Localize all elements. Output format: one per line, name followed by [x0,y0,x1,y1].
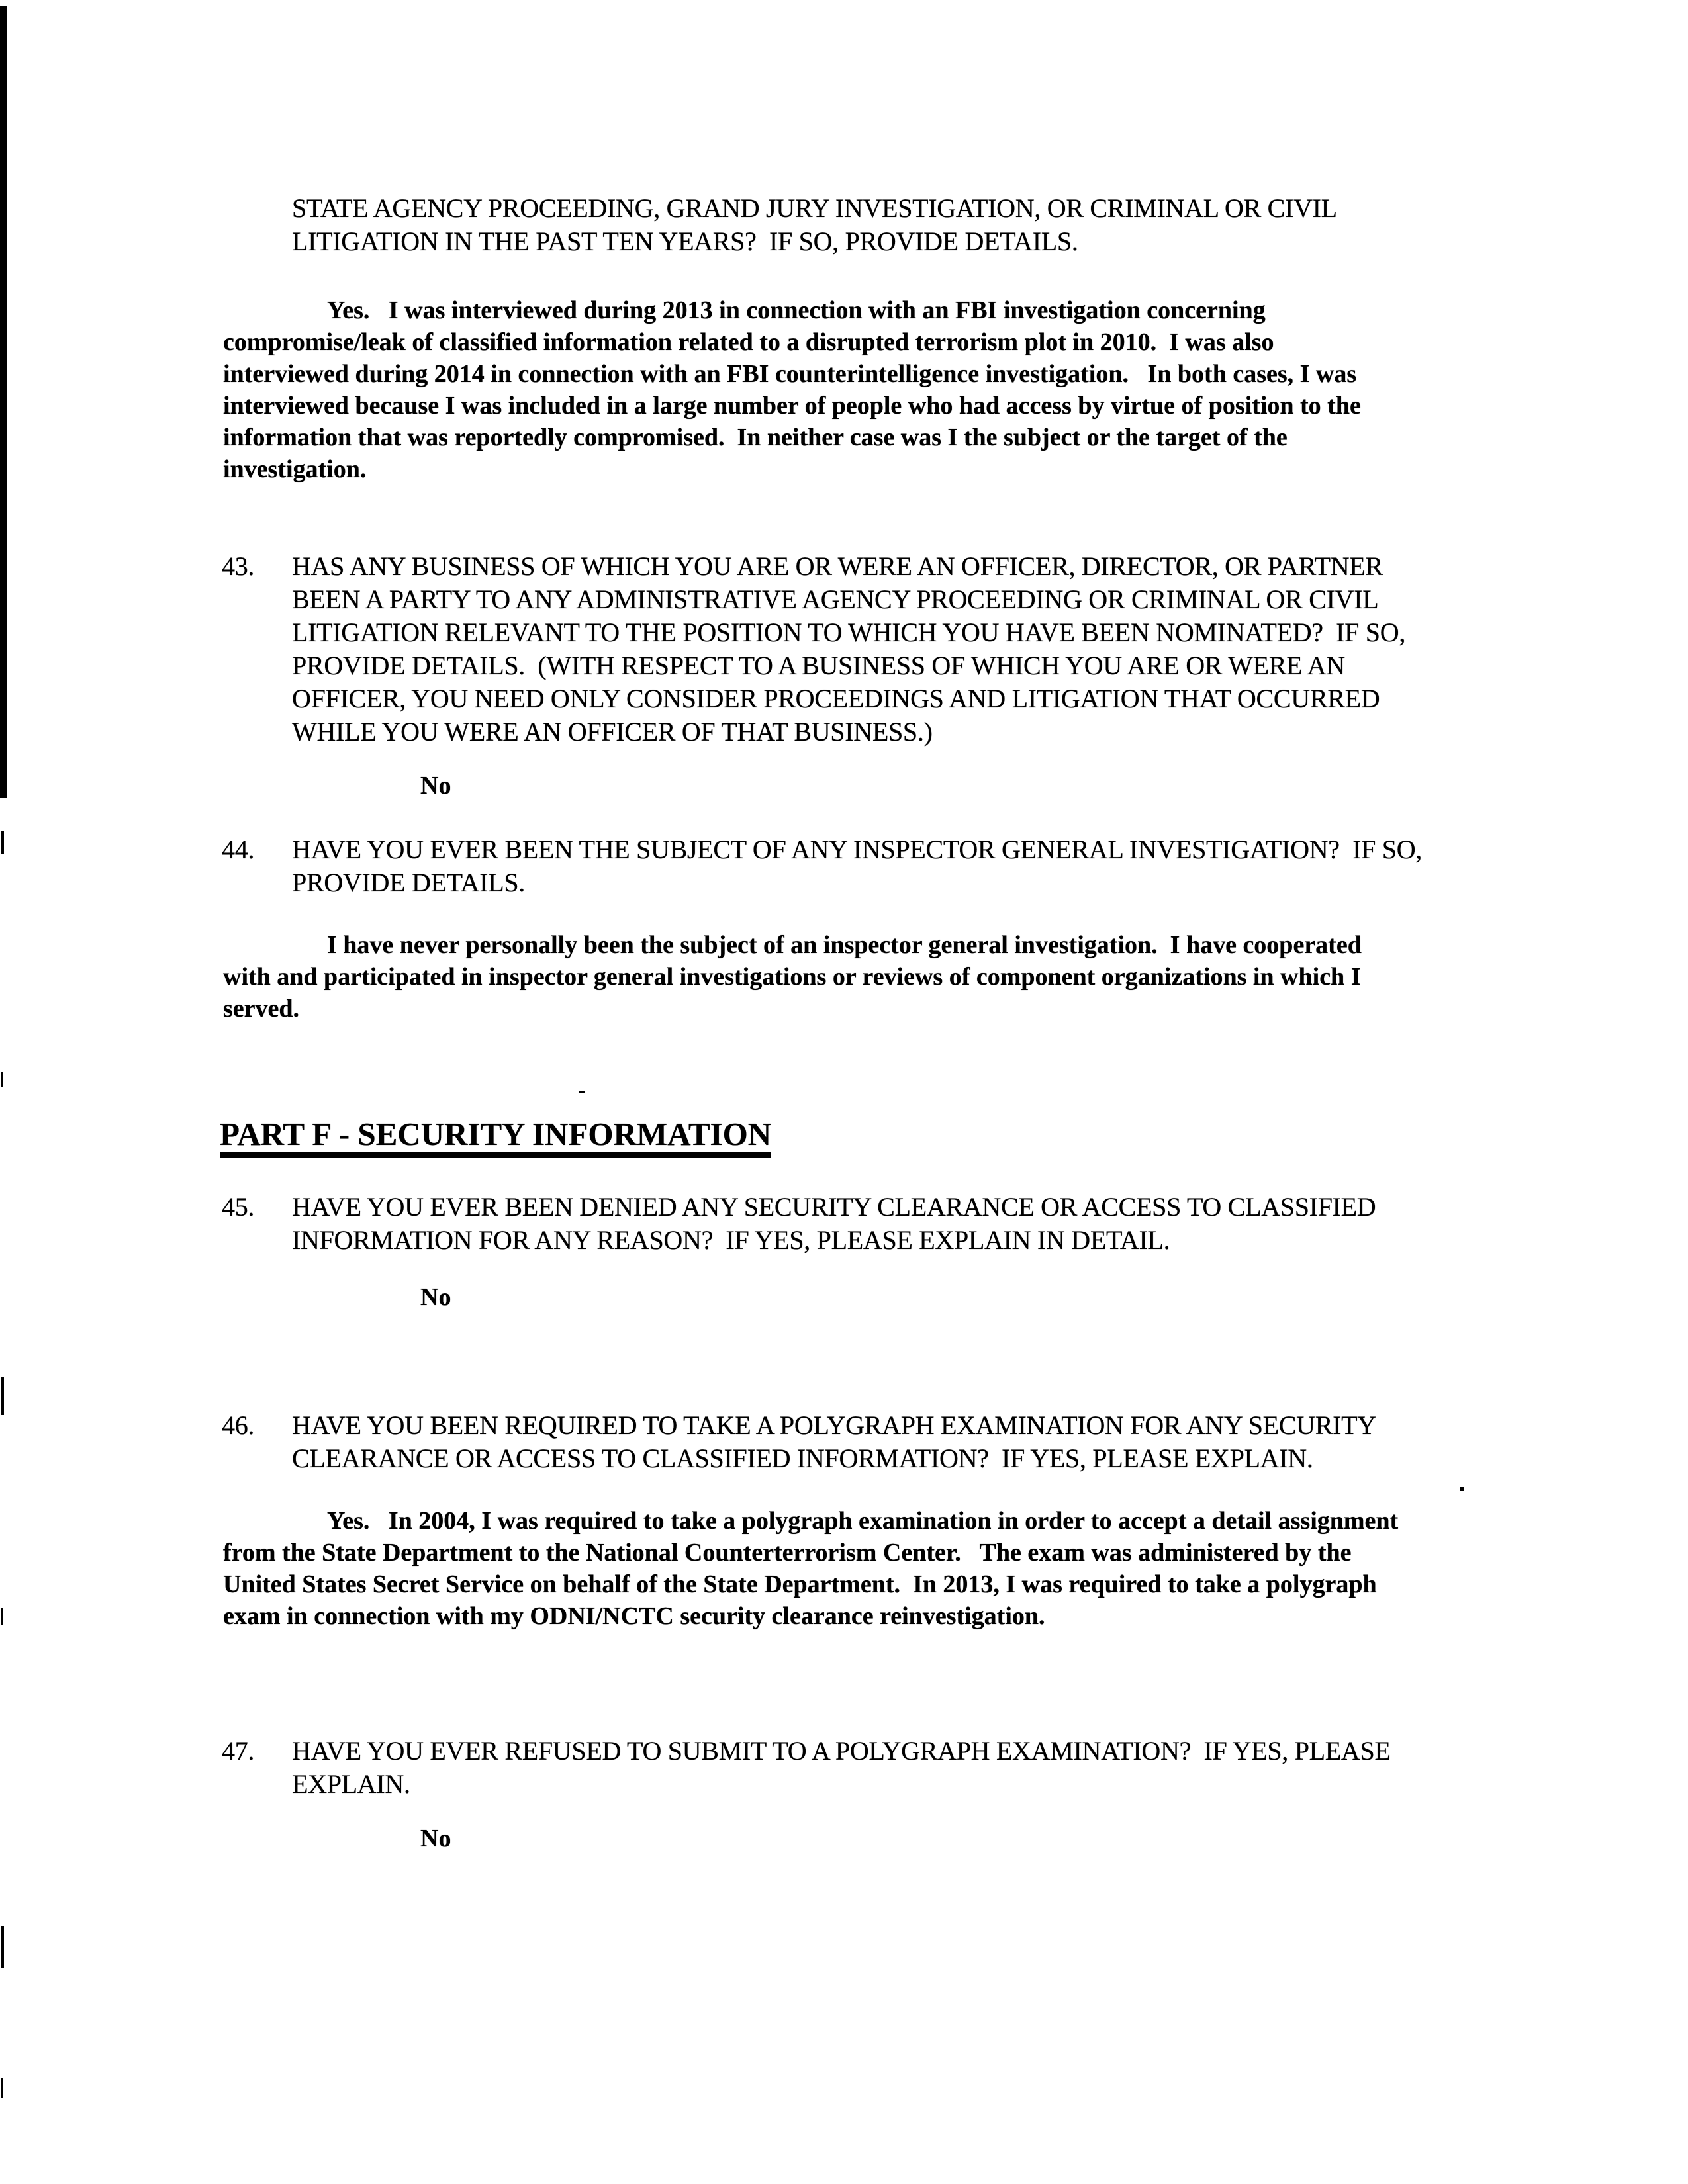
answer-46-line: Yes. In 2004, I was required to take a polygraph examination in order to accept a detail assignment [327,1507,1399,1535]
question-42-continuation-line: LITIGATION IN THE PAST TEN YEARS? IF SO, PROVIDE DETAILS. [292,226,1078,256]
answer-44-line: I have never personally been the subject of an inspector general investigation. I have cooperated [327,931,1362,959]
question-44-number: 44. [222,835,255,864]
answer-43: No [420,772,451,799]
question-45-number: 45. [222,1192,255,1222]
scan-noise-dot [1460,1487,1464,1491]
answer-44-line: with and participated in inspector general investigations or reviews of component organizations in which I [223,963,1361,991]
question-42-continuation [292,192,1337,258]
question-43-line: LITIGATION RELEVANT TO THE POSITION TO WHICH YOU HAVE BEEN NOMINATED? IF SO, [292,617,1406,647]
question-44 [222,833,1422,899]
question-43-line: PROVIDE DETAILS. (WITH RESPECT TO A BUSINESS OF WHICH YOU ARE OR WERE AN [292,651,1345,680]
question-47-number: 47. [222,1736,255,1766]
question-43 [222,550,1405,749]
question-43-line: HAS ANY BUSINESS OF WHICH YOU ARE OR WERE AN OFFICER, DIRECTOR, OR PARTNER [292,551,1383,581]
part-f-heading: PART F - SECURITY INFORMATION [220,1120,771,1158]
question-45-line: HAVE YOU EVER BEEN DENIED ANY SECURITY CLEARANCE OR ACCESS TO CLASSIFIED [292,1192,1376,1222]
scan-noise-mark [1,1608,3,1625]
question-43-line: WHILE YOU WERE AN OFFICER OF THAT BUSINESS.) [292,717,933,747]
scan-noise-mark [1,1377,4,1415]
answer-42-line: information that was reportedly compromised. In neither case was I the subject or the target of the [223,424,1288,451]
question-45 [222,1191,1376,1257]
scan-noise-mark [1,2078,3,2098]
answer-42-line: interviewed because I was included in a large number of people who had access by virtue of position to the [223,392,1361,420]
answer-42-line: interviewed during 2014 in connection with an FBI counterintelligence investigation. In both cases, I was [223,360,1357,388]
scan-noise-mark [1,1926,4,1968]
answer-42-line: Yes. I was interviewed during 2013 in connection with an FBI investigation concerning [327,296,1266,324]
question-46-line: HAVE YOU BEEN REQUIRED TO TAKE A POLYGRAPH EXAMINATION FOR ANY SECURITY [292,1410,1376,1440]
question-47-line: EXPLAIN. [292,1769,410,1799]
answer-47: No [420,1825,451,1852]
answer-42 [223,295,1361,485]
question-44-line: HAVE YOU EVER BEEN THE SUBJECT OF ANY INSPECTOR GENERAL INVESTIGATION? IF SO, [292,835,1423,864]
scan-noise-dot [579,1091,585,1093]
answer-42-line: investigation. [223,455,367,483]
scan-noise-mark [1,831,4,854]
answer-46-line: United States Secret Service on behalf of the State Department. In 2013, I was required to take a polygraph [223,1570,1377,1598]
question-44-line: PROVIDE DETAILS. [292,868,525,897]
question-46-number: 46. [222,1410,255,1440]
answer-44 [223,929,1362,1024]
scan-edge-bar [0,6,7,798]
question-47-line: HAVE YOU EVER REFUSED TO SUBMIT TO A POLYGRAPH EXAMINATION? IF YES, PLEASE [292,1736,1391,1766]
answer-42-line: compromise/leak of classified information related to a disrupted terrorism plot in 2010. I was also [223,328,1274,356]
answer-44-line: served. [223,995,300,1023]
scan-noise-mark [1,1072,3,1087]
answer-45: No [420,1283,451,1311]
question-43-line: BEEN A PARTY TO ANY ADMINISTRATIVE AGENCY PROCEEDING OR CRIMINAL OR CIVIL [292,584,1379,614]
question-47 [222,1735,1391,1801]
question-43-line: OFFICER, YOU NEED ONLY CONSIDER PROCEEDINGS AND LITIGATION THAT OCCURRED [292,684,1380,713]
question-43-number: 43. [222,551,255,581]
question-42-continuation-line: STATE AGENCY PROCEEDING, GRAND JURY INVESTIGATION, OR CRIMINAL OR CIVIL [292,193,1337,223]
answer-46 [223,1505,1398,1632]
answer-46-line: from the State Department to the National Counterterrorism Center. The exam was administered by the [223,1539,1352,1567]
question-46-line: CLEARANCE OR ACCESS TO CLASSIFIED INFORMATION? IF YES, PLEASE EXPLAIN. [292,1443,1313,1473]
question-45-line: INFORMATION FOR ANY REASON? IF YES, PLEASE EXPLAIN IN DETAIL. [292,1225,1170,1255]
answer-46-line: exam in connection with my ODNI/NCTC security clearance reinvestigation. [223,1602,1045,1630]
question-46 [222,1409,1376,1475]
